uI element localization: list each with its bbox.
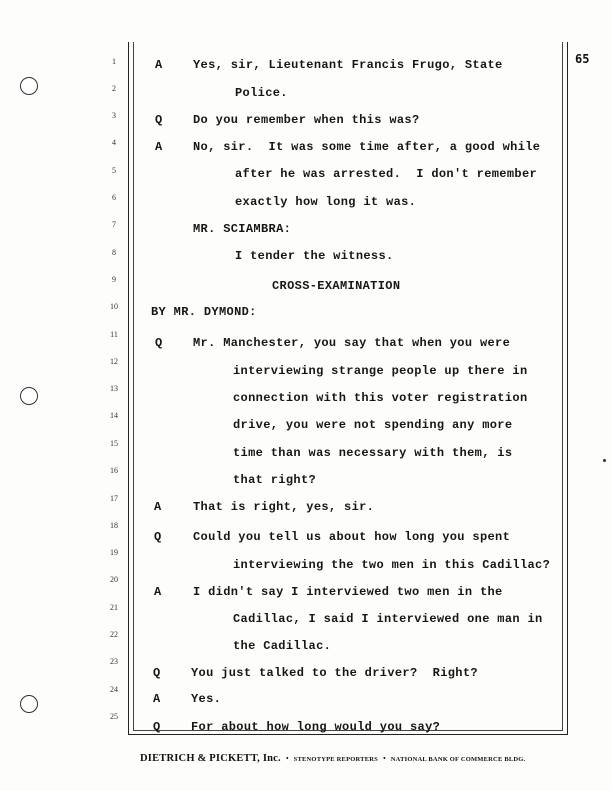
testimony-line: For about how long would you say? xyxy=(191,720,441,734)
line-number: 7 xyxy=(112,220,116,229)
speaker-label: A xyxy=(155,140,163,154)
speaker-label: A xyxy=(153,692,161,706)
line-number: 17 xyxy=(110,494,118,503)
line-number: 25 xyxy=(110,712,118,721)
speaker-label: A xyxy=(154,585,162,599)
line-number: 11 xyxy=(110,330,118,339)
line-number: 2 xyxy=(112,84,116,93)
testimony-line: Yes, sir, Lieutenant Francis Frugo, State xyxy=(193,58,503,72)
testimony-line: I didn't say I interviewed two men in the xyxy=(193,585,503,599)
testimony-line: interviewing strange people up there in xyxy=(233,364,528,378)
testimony-line: Do you remember when this was? xyxy=(193,113,420,127)
line-number: 8 xyxy=(112,248,116,257)
line-number: 10 xyxy=(110,302,118,311)
speaker-label: Q xyxy=(155,113,163,127)
line-number: 22 xyxy=(110,630,118,639)
line-number: 20 xyxy=(110,575,118,584)
examiner-line: BY MR. DYMOND: xyxy=(151,305,257,319)
line-number: 14 xyxy=(110,411,118,420)
line-number: 21 xyxy=(110,603,118,612)
binder-hole-bottom xyxy=(20,695,38,713)
bullet-separator: • xyxy=(382,754,386,763)
line-number: 15 xyxy=(110,439,118,448)
testimony-line: MR. SCIAMBRA: xyxy=(193,222,292,236)
testimony-line: No, sir. It was some time after, a good while xyxy=(193,140,541,154)
line-number: 5 xyxy=(112,166,116,175)
line-number: 3 xyxy=(112,111,116,120)
line-number: 18 xyxy=(110,521,118,530)
line-number: 4 xyxy=(112,138,116,147)
testimony-line: Yes. xyxy=(191,692,222,706)
bullet-separator: • xyxy=(285,754,289,763)
speaker-label: Q xyxy=(153,666,161,680)
reporter-address: NATIONAL BANK OF COMMERCE BLDG. xyxy=(390,756,526,763)
speaker-label: A xyxy=(155,58,163,72)
binder-hole-middle xyxy=(20,387,38,405)
testimony-line: Police. xyxy=(235,86,288,100)
line-number: 6 xyxy=(112,193,116,202)
speaker-label: Q xyxy=(154,530,162,544)
line-number: 1 xyxy=(112,57,116,66)
testimony-line: drive, you were not spending any more xyxy=(233,418,513,432)
testimony-line: Could you tell us about how long you spent xyxy=(193,530,511,544)
page-number: 65 xyxy=(575,52,590,66)
testimony-line: I tender the witness. xyxy=(235,249,394,263)
line-number: 13 xyxy=(110,384,118,393)
testimony-line: that right? xyxy=(233,473,317,487)
testimony-line: You just talked to the driver? Right? xyxy=(191,666,478,680)
testimony-line: the Cadillac. xyxy=(233,639,332,653)
line-number: 16 xyxy=(110,466,118,475)
stray-mark xyxy=(603,459,606,462)
line-number: 9 xyxy=(112,275,116,284)
testimony-line: That is right, yes, sir. xyxy=(193,500,375,514)
testimony-line: Mr. Manchester, you say that when you were xyxy=(193,336,511,350)
testimony-line: interviewing the two men in this Cadillac? xyxy=(233,558,551,572)
speaker-label: Q xyxy=(155,336,163,350)
speaker-label: Q xyxy=(153,720,161,734)
testimony-line: Cadillac, I said I interviewed one man in xyxy=(233,612,543,626)
reporter-firm: DIETRICH & PICKETT, Inc. xyxy=(140,753,281,764)
testimony-line: connection with this voter registration xyxy=(233,391,528,405)
reporter-footer xyxy=(140,748,560,766)
line-number: 19 xyxy=(110,548,118,557)
section-heading: CROSS-EXAMINATION xyxy=(272,279,401,293)
line-number: 12 xyxy=(110,357,118,366)
testimony-line: after he was arrested. I don't remember xyxy=(235,167,538,181)
reporter-service: STENOTYPE REPORTERS xyxy=(293,756,378,763)
testimony-line: exactly how long it was. xyxy=(235,195,417,209)
line-number: 23 xyxy=(110,657,118,666)
line-number: 24 xyxy=(110,685,118,694)
binder-hole-top xyxy=(20,77,38,95)
testimony-line: time than was necessary with them, is xyxy=(233,446,513,460)
speaker-label: A xyxy=(154,500,162,514)
